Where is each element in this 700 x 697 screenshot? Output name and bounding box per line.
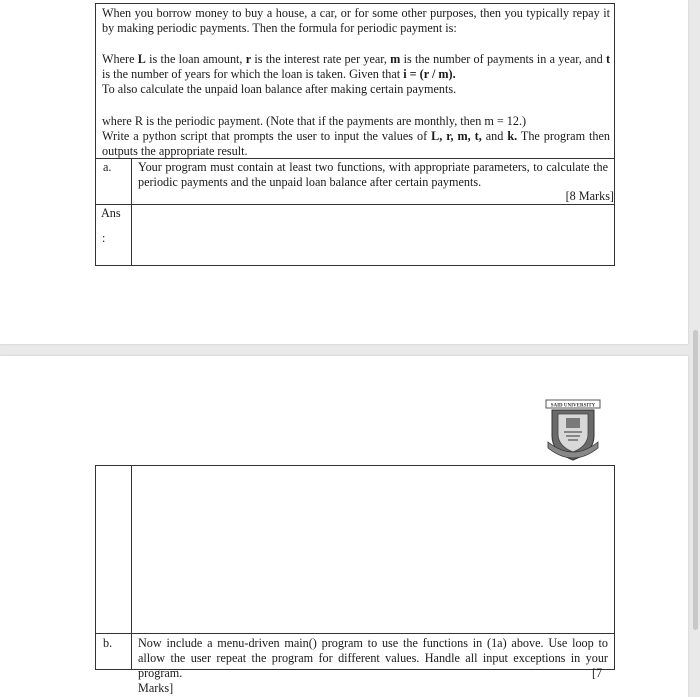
part-b-text: Now include a menu-driven main() program to use the functions in (1a) above. Use loop to allow the user repeat the program for different values. Handle all input exceptions in your program. (138, 636, 608, 680)
answer-colon: : (102, 231, 106, 245)
crest-banner-text: SAID UNIVERSITY (550, 403, 596, 409)
university-crest-logo (540, 396, 606, 466)
part-b-label: b. (103, 636, 113, 650)
part-b-marks-continued: Marks] (138, 681, 174, 695)
part-a-text: Your program must contain at least two functions, with appropriate parameters, to calculate the periodic payments and the unpaid loan balance after certain payments. (138, 160, 608, 189)
task-description: where R is the periodic payment. (Note that if the payments are monthly, then m = 12.) Write a python script that prompts the user to input the values of L, r, m, t, and k. The program then outputs the appropriate result. (102, 114, 610, 158)
answer-label: Ans (101, 206, 121, 220)
scrollbar[interactable] (693, 330, 698, 630)
question-intro: When you borrow money to buy a house, a car, or for some other purposes, then you typically repay it by making periodic payments. Then the formula for periodic payment is: (102, 6, 610, 35)
variable-definitions: Where L is the loan amount, r is the interest rate per year, m is the number of payments in a year, and t is the number of years for which the loan is taken. Given that i = (r / m). To also calculate the unpaid loan balance after making certain payments. (102, 52, 610, 96)
column-divider (131, 465, 132, 670)
column-divider (131, 158, 132, 266)
part-b-marks: [7 (592, 666, 603, 680)
row-divider (96, 633, 614, 634)
row-divider (96, 158, 614, 159)
part-a-marks: [8 Marks] (565, 189, 614, 203)
part-a-label: a. (103, 160, 112, 174)
row-divider (96, 204, 614, 205)
